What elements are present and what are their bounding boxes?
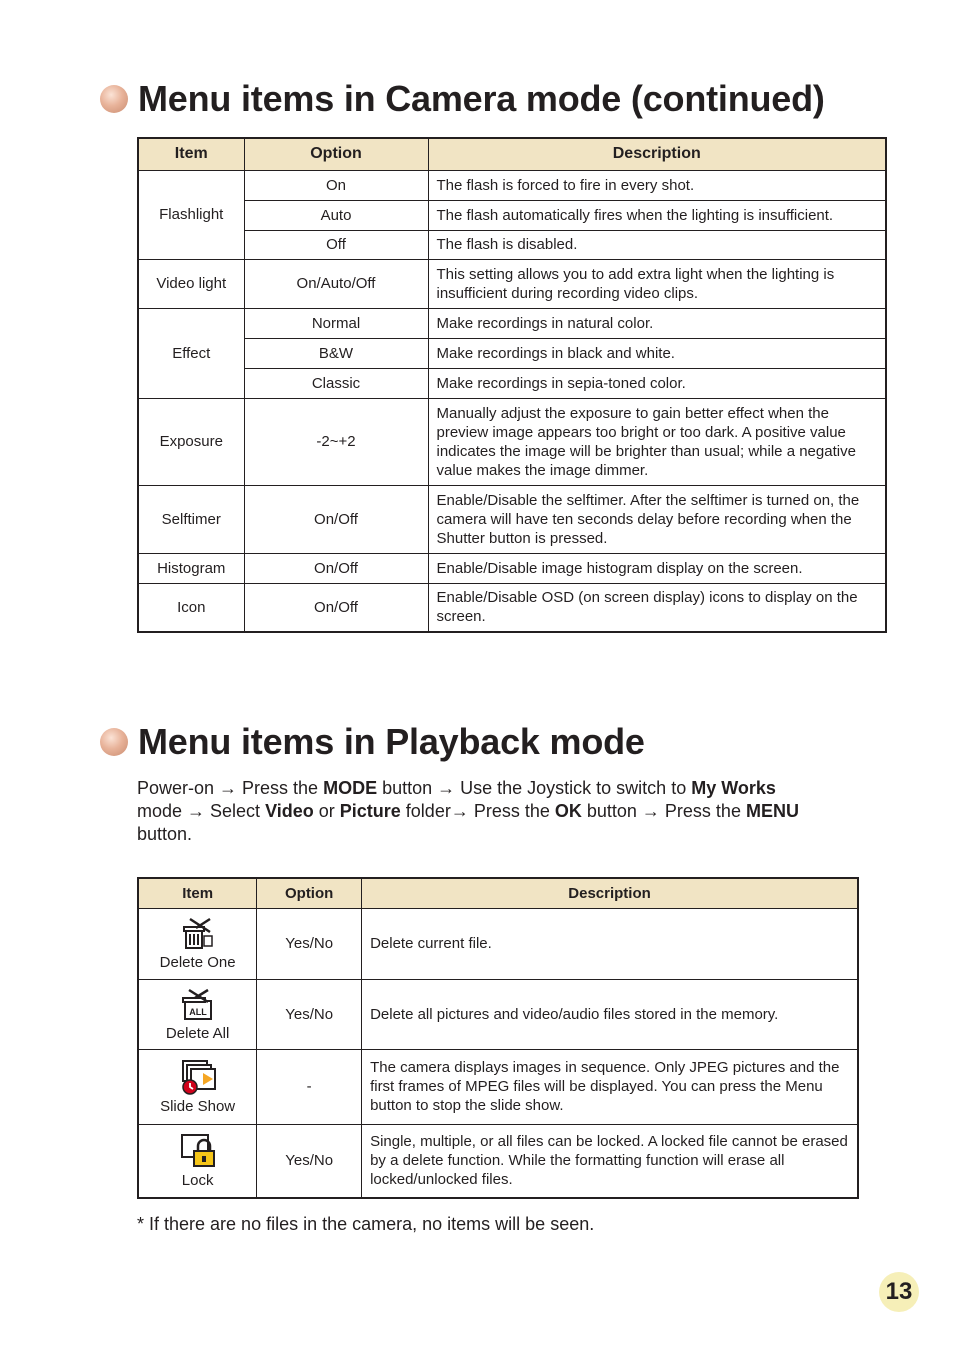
description-cell: Enable/Disable the selftimer. After the selftimer is turned on, the camera will have ten seconds delay before recording when the Shutter button is pressed. (428, 485, 886, 553)
description-cell: The flash automatically fires when the lighting is insufficient. (428, 200, 886, 230)
description-cell: Single, multiple, or all files can be locked. A locked file cannot be erased by a delete function. While the formatting function will erase all locked/unlocked files. (362, 1124, 858, 1198)
intro-text: button → Use the Joystick to switch to (377, 778, 692, 798)
lock-icon (179, 1132, 217, 1170)
playback-menu-table (137, 877, 859, 1199)
table-row (138, 1124, 858, 1198)
option-cell: -2~+2 (244, 398, 428, 485)
option-cell: Yes/No (257, 979, 362, 1049)
table-row (138, 553, 886, 583)
table-header-row (138, 878, 858, 908)
option-cell: Normal (244, 308, 428, 338)
item-label: Slide Show (160, 1098, 236, 1115)
table-row (138, 368, 886, 398)
description-cell: The flash is forced to fire in every shot. (428, 170, 886, 200)
description-cell: This setting allows you to add extra light when the lighting is insufficient during recording video clips. (428, 259, 886, 308)
table-row (138, 979, 858, 1049)
option-cell: Yes/No (257, 1124, 362, 1198)
item-label: Delete One (159, 954, 236, 971)
footnote: * If there are no files in the camera, no items will be seen. (137, 1214, 595, 1234)
option-cell: On/Off (244, 553, 428, 583)
header-description: Description (362, 878, 858, 908)
option-cell: On/Off (244, 583, 428, 632)
item-cell: Histogram (138, 553, 244, 583)
intro-bold: Picture (339, 801, 401, 821)
header-option: Option (244, 138, 428, 170)
intro-bold: MENU (745, 801, 799, 821)
intro-bold: My Works (691, 778, 776, 798)
item-cell: Video light (138, 259, 244, 308)
delete-one-icon (180, 916, 216, 952)
item-cell (138, 1124, 257, 1198)
table-row (138, 1049, 858, 1124)
intro-bold: Video (265, 801, 314, 821)
table-header-row (138, 138, 886, 170)
table-row (138, 170, 886, 200)
description-cell: Make recordings in sepia-toned color. (428, 368, 886, 398)
page-title: Menu items in Camera mode (continued) (138, 78, 825, 119)
description-cell: Delete current file. (362, 908, 858, 979)
table-row (138, 308, 886, 338)
option-cell: On/Auto/Off (244, 259, 428, 308)
table-row (138, 485, 886, 553)
intro-text: button → Press the (581, 801, 746, 821)
table-row (138, 908, 858, 979)
item-cell: Flashlight (138, 170, 244, 259)
table-row (138, 230, 886, 259)
item-label: Lock (181, 1172, 214, 1190)
item-cell: Icon (138, 583, 244, 632)
item-cell (138, 979, 257, 1049)
table-row (138, 583, 886, 632)
item-label: Delete All (165, 1024, 230, 1042)
svg-text:ALL: ALL (188, 1006, 207, 1017)
description-cell: Enable/Disable image histogram display on the screen. (428, 553, 886, 583)
option-cell: - (257, 1049, 362, 1124)
intro-text: folder→ Press the (400, 801, 555, 821)
description-cell: The flash is disabled. (428, 230, 886, 259)
description-cell: Manually adjust the exposure to gain better effect when the preview image appears too bright or too dark. A positive value indicates the image will be brighter than usual; while a negative value makes the image dimmer. (428, 398, 886, 485)
camera-menu-table (137, 137, 887, 633)
description-cell: Make recordings in natural color. (428, 308, 886, 338)
delete-all-icon (180, 987, 216, 1023)
option-cell: On/Off (244, 485, 428, 553)
item-cell: Effect (138, 308, 244, 398)
intro-text: Power-on → Press the (137, 778, 324, 798)
camera-section-header (100, 78, 825, 120)
option-cell: Classic (244, 368, 428, 398)
table-row (138, 259, 886, 308)
description-cell: Enable/Disable OSD (on screen display) icons to display on the screen. (428, 583, 886, 632)
page-number: 13 (879, 1272, 919, 1312)
header-option: Option (257, 878, 362, 908)
description-cell: Make recordings in black and white. (428, 338, 886, 368)
table-row (138, 398, 886, 485)
header-description: Description (428, 138, 886, 170)
intro-text: mode → Select (137, 801, 266, 821)
option-cell: B&W (244, 338, 428, 368)
table-row (138, 200, 886, 230)
bullet-icon (100, 728, 128, 756)
option-cell: Auto (244, 200, 428, 230)
instructions-paragraph (137, 777, 857, 846)
description-cell: Delete all pictures and video/audio files stored in the memory. (362, 979, 858, 1049)
playback-section-header (100, 721, 645, 763)
option-cell: Yes/No (257, 908, 362, 979)
section-title: Menu items in Playback mode (138, 721, 645, 762)
bullet-icon (100, 85, 128, 113)
option-cell: Off (244, 230, 428, 259)
description-cell: The camera displays images in sequence. Only JPEG pictures and the first frames of MPEG files will be displayed. You can press the Menu button to stop the slide show. (362, 1049, 858, 1124)
option-cell: On (244, 170, 428, 200)
intro-text: button. (137, 824, 193, 844)
item-cell: Exposure (138, 398, 244, 485)
intro-text: or (313, 801, 340, 821)
item-cell: Selftimer (138, 485, 244, 553)
header-item: Item (138, 878, 257, 908)
header-item: Item (138, 138, 244, 170)
item-cell (138, 908, 257, 979)
intro-bold: MODE (323, 778, 378, 798)
slide-show-icon (179, 1058, 217, 1096)
intro-bold: OK (554, 801, 582, 821)
table-row (138, 338, 886, 368)
item-cell (138, 1049, 257, 1124)
